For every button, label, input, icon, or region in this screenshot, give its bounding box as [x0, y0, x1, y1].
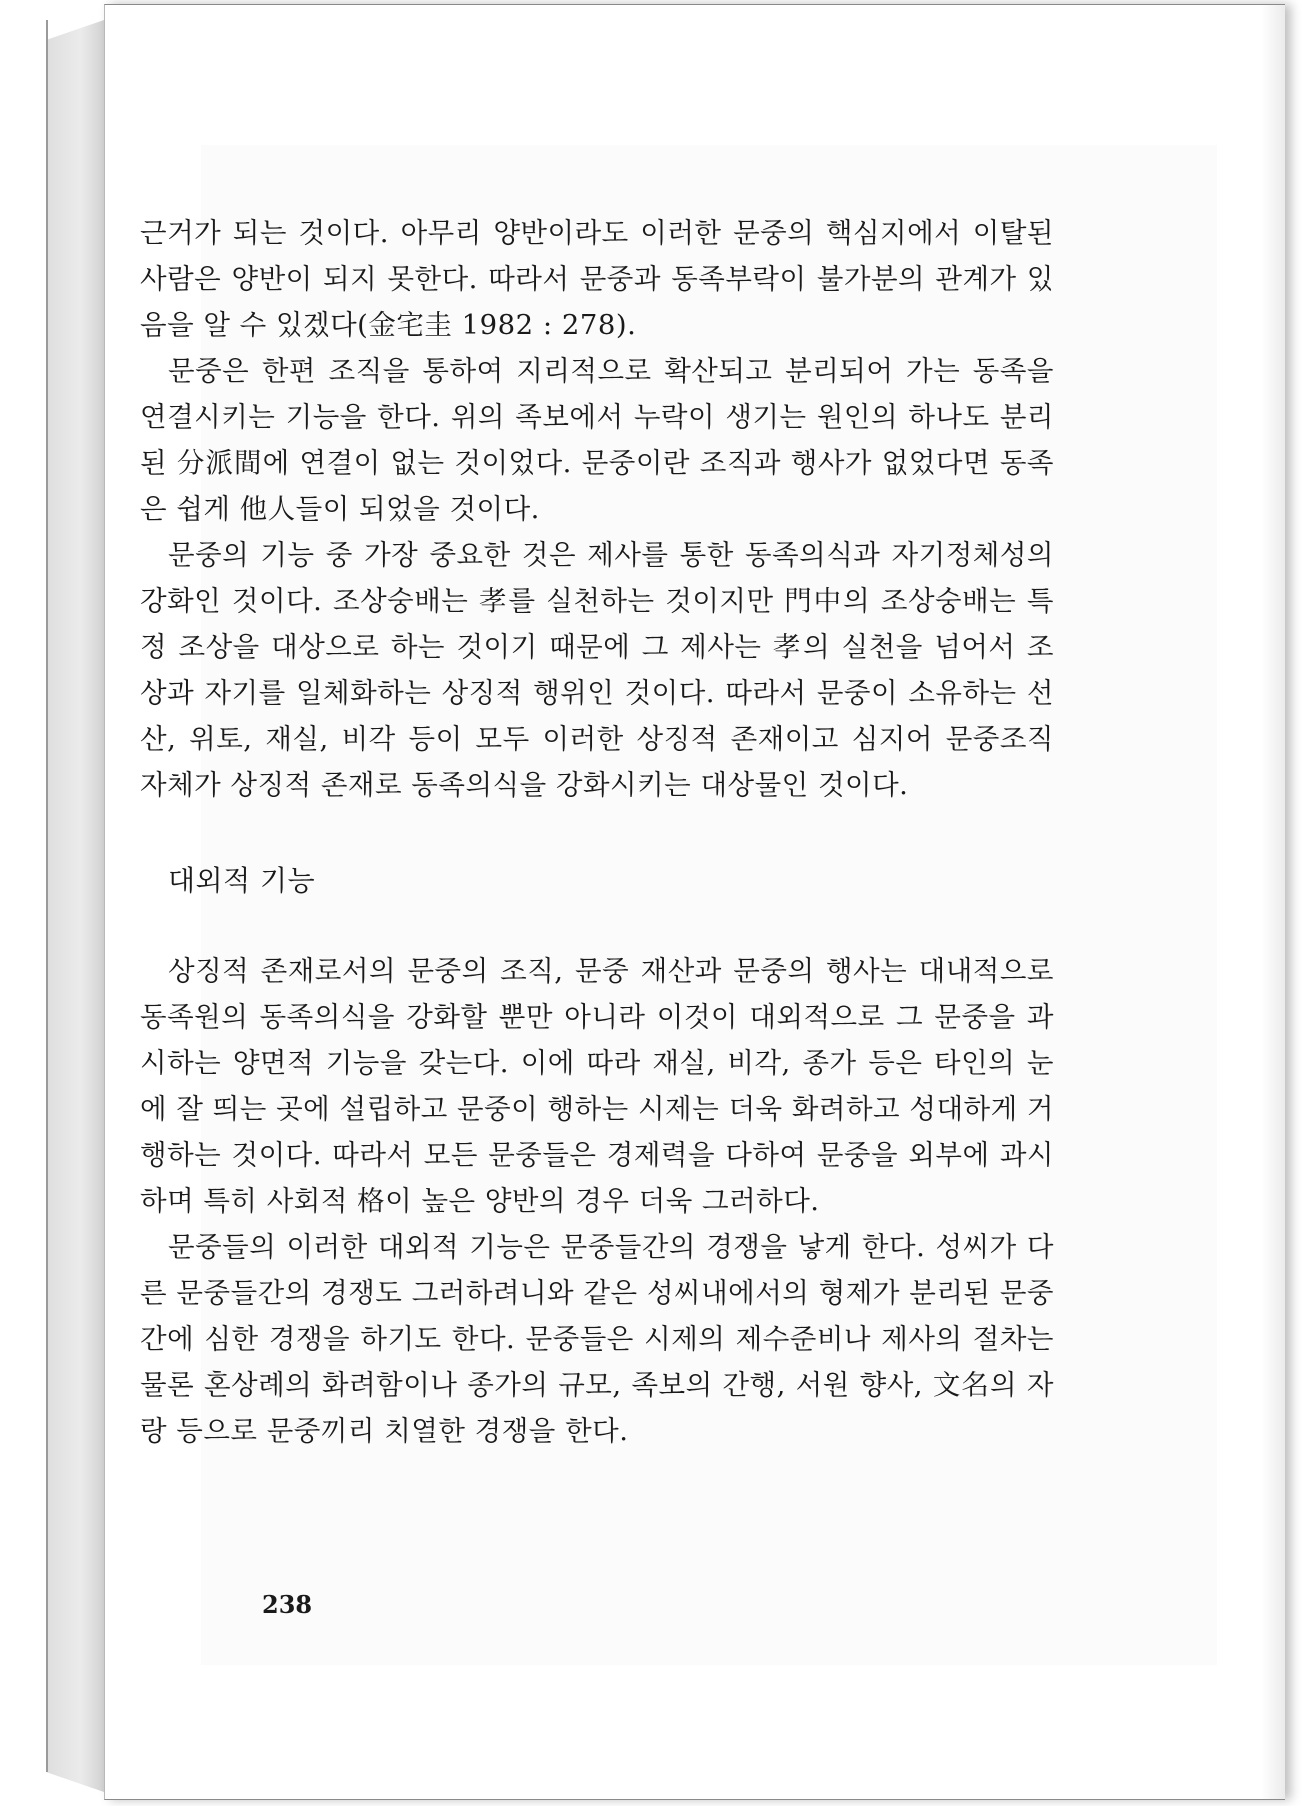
paragraph: 문중의 기능 중 가장 중요한 것은 제사를 통한 동족의식과 자기정체성의 강화인 것이다. 조상숭배는 孝를 실천하는 것이지만 門中의 조상숭배는 특정 조상을 대상으로 하는 것이기 때문에 그 제사는 孝의 실천을 넘어서 조상과 자기를 일체화하는 상징적 행위인 것이다. 따라서 문중이 소유하는 선산, 위토, 재실, 비각 등이 모두 이러한 상징적 존재이고 심지어 문중조직 자체가 상징적 존재로 동족의식을 강화시키는 대상물인 것이다.: [140, 539, 1054, 801]
page-number: 238: [262, 1590, 313, 1619]
book-spine: [46, 20, 104, 1792]
book-spine-edge: [46, 20, 48, 1772]
paragraph: 근거가 되는 것이다. 아무리 양반이라도 이러한 문중의 핵심지에서 이탈된 사람은 양반이 되지 못한다. 따라서 문중과 동족부락이 불가분의 관계가 있음을 알 수 있겠다(金宅圭 1982 : 278).: [140, 217, 1054, 341]
paragraph: 문중은 한편 조직을 통하여 지리적으로 확산되고 분리되어 가는 동족을 연결시키는 기능을 한다. 위의 족보에서 누락이 생기는 원인의 하나도 분리된 分派間에 연결이 없는 것이었다. 문중이란 조직과 행사가 없었다면 동족은 쉽게 他人들이 되었을 것이다.: [140, 355, 1054, 525]
paragraph: 상징적 존재로서의 문중의 조직, 문중 재산과 문중의 행사는 대내적으로 동족원의 동족의식을 강화할 뿐만 아니라 이것이 대외적으로 그 문중을 과시하는 양면적 기능을 갖는다. 이에 따라 재실, 비각, 종가 등은 타인의 눈에 잘 띄는 곳에 설립하고 문중이 행하는 시제는 더욱 화려하고 성대하게 거행하는 것이다. 따라서 모든 문중들은 경제력을 다하여 문중을 외부에 과시하며 특히 사회적 格이 높은 양반의 경우 더욱 그러하다.: [140, 955, 1054, 1217]
page-edge-shadow: [1261, 5, 1285, 1799]
paragraph: 문중들의 이러한 대외적 기능은 문중들간의 경쟁을 낳게 한다. 성씨가 다른 문중들간의 경쟁도 그러하려니와 같은 성씨내에서의 형제가 분리된 문중간에 심한 경쟁을 하기도 한다. 문중들은 시제의 제수준비나 제사의 절차는 물론 혼상례의 화려함이나 종가의 규모, 족보의 간행, 서원 향사, 文名의 자랑 등으로 문중끼리 치열한 경쟁을 한다.: [140, 1231, 1054, 1447]
page-body-text: [140, 210, 1054, 1454]
section-heading: 대외적 기능: [168, 864, 316, 897]
